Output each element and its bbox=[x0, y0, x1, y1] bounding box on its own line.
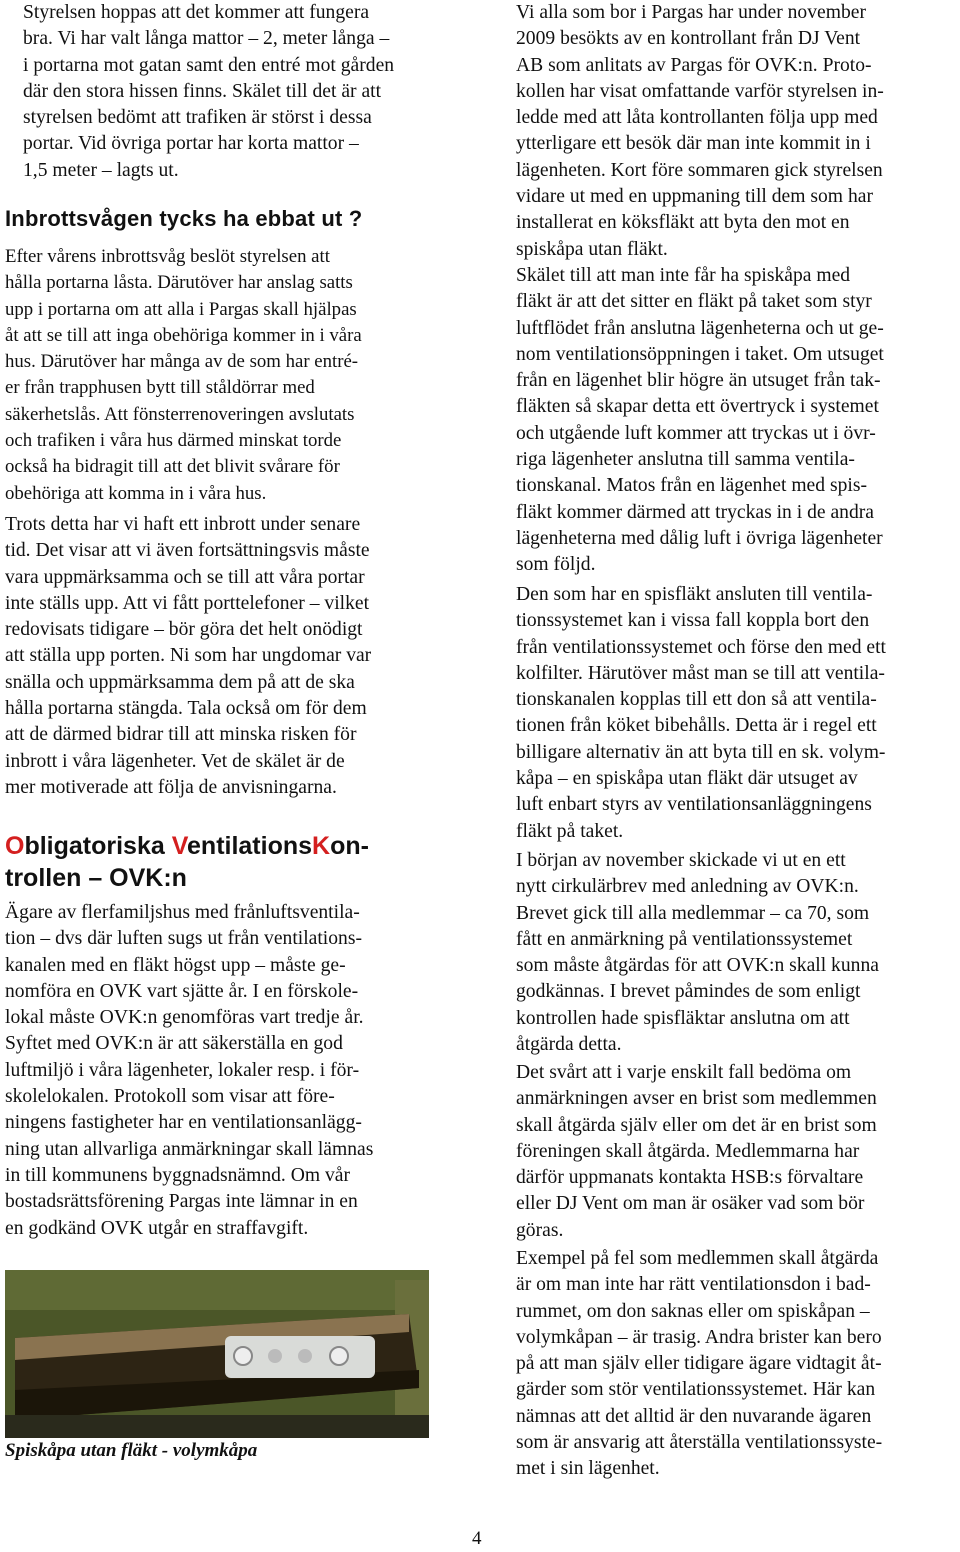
burglary-paragraph-1: Efter vårens inbrottsvåg beslöt styrelsen att hålla portarna låsta. Därutöver har anslag satts upp i portarna om att alla i Pargas skall hjälpas åt att se till att inga obehöriga kommer in i våra hus. Därutöver har många av de som har entré- er från trapphusen bytt till ståldörrar med säkerhetslås. Att fönsterrenoveringen avslutats och trafiken i våra hus därmed minskat torde också ha bidragit till att det blivit svårare för obehöriga att komma in i våra hus. bbox=[5, 246, 362, 504]
section-heading-burglary: Inbrottsvågen tycks ha ebbat ut ? bbox=[5, 206, 363, 231]
heading-part-3: on- trollen – OVK:n bbox=[5, 832, 369, 892]
burglary-paragraph-2: Trots detta har vi haft ett inbrott under senare tid. Det visar att vi även fortsättningsvis måste vara uppmärksamma och se till att våra portar inte ställs upp. Att vi fått porttelefoner – vilket redovisats tidigare – bör göra det helt onödigt att ställa upp porten. Ni som har ungdomar var snälla och uppmärksamma dem på att de ska hålla portarna stängda. Tala också om för dem att de därmed bidrar till att minska risken för inbrott i våra lägenheter. Vet de skälet är de mer motiverade att följa de anvisningarna. bbox=[5, 514, 372, 798]
section-heading-ovk bbox=[5, 830, 369, 894]
heading-part-2: entilations bbox=[187, 832, 313, 860]
range-hood-photo bbox=[5, 1270, 429, 1438]
inspection-paragraph: Vi alla som bor i Pargas har under november 2009 besökts av en kontrollant från DJ Vent AB som anlitats av Pargas för OVK:n. Proto- kollen har visat omfattande varför styrelsen in- ledde med att låta kontrollanten följa upp med ytterligare ett besök där man inte kommit in i lägenheten. Kort före sommaren gick styrelsen vidare ut med en uppmaning till dem som har installerat en köksfläkt att byta den mot en spiskåpa utan fläkt. bbox=[516, 2, 884, 260]
range-hood-illustration bbox=[5, 1270, 429, 1438]
assessment-paragraph: Det svårt att i varje enskilt fall bedöma om anmärkningen avser en brist som medlemmen skall åtgärda själv eller om det är en brist som föreningen skall åtgärda. Medlemmarna har därför uppmanats kontakta HSB:s förvaltare eller DJ Vent om man är osäker vad som bör göras. bbox=[516, 1062, 877, 1241]
alternative-paragraph: Den som har en spisfläkt ansluten till ventila- tionssystemet kan i vissa fall koppla bort den från ventilationssystemet och förse den med ett kolfilter. Härutöver måst man se till att ventila- tionskanalen kopplas till ett don så att ventila- tionen från köket bibehålls. Detta är i regel ett billigare alternativ än att byta till en sk. volym- kåpa – en spiskåpa utan fläkt där utsuget av luft enbart styrs av ventilationsanläggningens fläkt på taket. bbox=[516, 584, 886, 842]
heading-letter-k: K bbox=[312, 832, 331, 860]
ovk-paragraph: Ägare av flerfamiljshus med frånluftsventila- tion – dvs där luften sugs ut från ventilations- kanalen med en fläkt högst upp – måste ge- nomföra en OVK vart sjätte år. I en förskole- lokal måste OVK:n genomföras vart tredje år. Syftet med OVK:n är att säkerställa en god luftmiljö i våra lägenheter, lokaler resp. i för- skolelokalen. Protokoll som visar att före- ningens fastigheter har en ventilationsanlägg- ning utan allvarliga anmärkningar skall lämnas in till kommunens byggnadsnämnd. Om vår bostadsrättsförening Pargas inte lämnar in en en godkänd OVK utgår en straffavgift. bbox=[5, 902, 374, 1239]
examples-paragraph: Exempel på fel som medlemmen skall åtgärda är om man inte har rätt ventilationsdon i bad- rummet, om don saknas eller om spiskåpan – volymkåpan – är trasig. Andra brister kan bero på att man själv eller tidigare ägare vidtagit åt- gärder som stör ventilationssystemet. Här kan nämnas att det alltid är den nuvarande ägaren som är ansvarig att återställa ventilationssyste- met i sin lägenhet. bbox=[516, 1248, 883, 1480]
reason-paragraph: Skälet till att man inte får ha spiskåpa med fläkt är att det sitter en fläkt på taket som styr luftflödet från anslutna lägenheterna och ut ge- nom ventilationsöppningen i taket. Om utsuget från en lägenhet blir högre än utsuget från tak- fläkten så skapar detta ett övertryck i systemet och utgående luft kommer att tryckas ut i övr- riga lägenheter anslutna till samma ventila- tionskanal. Matos från en lägenhet med spis- fläkt kommer därmed att tryckas in i de andra lägenheterna med dålig luft i övriga lägenheter som följd. bbox=[516, 265, 884, 576]
circular-paragraph: I början av november skickade vi ut en ett nytt cirkulärbrev med anledning av OVK:n. Brevet gick till alla medlemmar – ca 70, som fått en anmärkning på ventilationssystemet som måste åtgärdas för att OVK:n skall kunna godkännas. I brevet påmindes de som enligt kontrollen hade spisfläktar anslutna om att åtgärda detta. bbox=[516, 850, 879, 1056]
page-number: 4 bbox=[472, 1528, 482, 1549]
heading-letter-o: O bbox=[5, 832, 25, 860]
intro-paragraph: Styrelsen hoppas att det kommer att fungera bra. Vi har valt långa mattor – 2, meter långa – i portarna mot gatan samt den entré mot gården där den stora hissen finns. Skälet till det är att styrelsen bedömt att trafiken är störst i dessa portar. Vid övriga portar har korta mattor – 1,5 meter – lagts ut. bbox=[23, 2, 395, 181]
heading-part-1: bligatoriska bbox=[24, 832, 172, 860]
heading-letter-v: V bbox=[171, 832, 188, 860]
photo-caption: Spiskåpa utan fläkt - volymkåpa bbox=[5, 1440, 258, 1461]
